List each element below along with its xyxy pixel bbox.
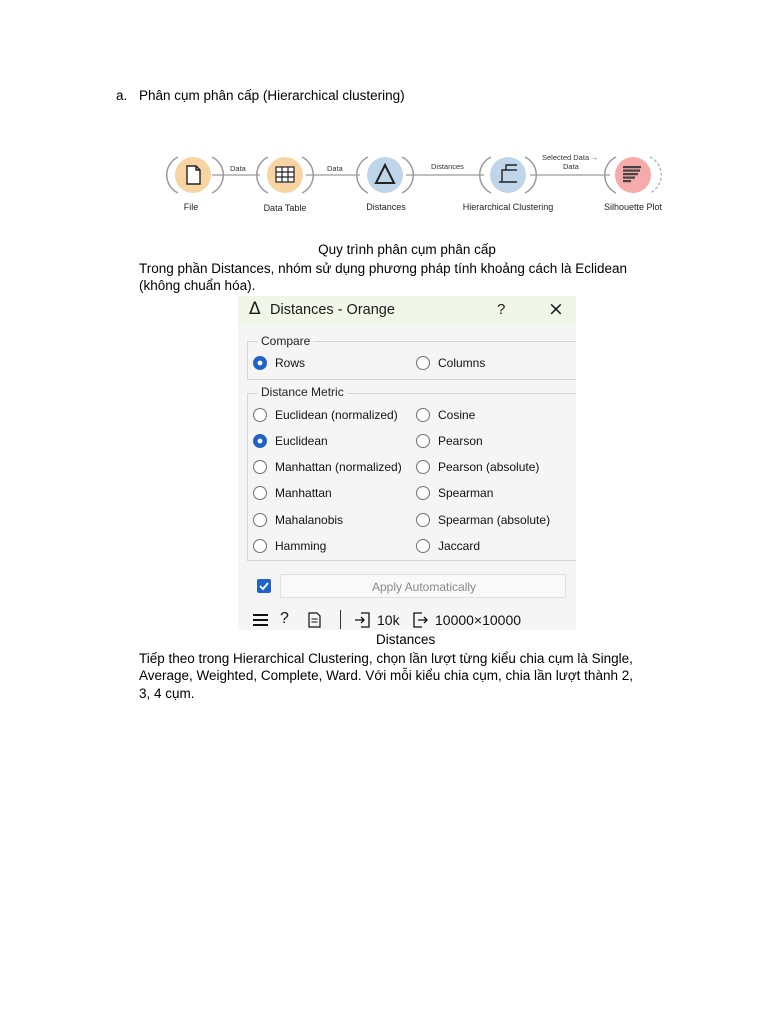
table-icon xyxy=(276,167,294,182)
node-silhouette-plot[interactable] xyxy=(605,157,662,193)
link-arrow-icon: → xyxy=(591,155,598,162)
metric-label: Spearman (absolute) xyxy=(438,513,551,527)
paragraph-2-line-1: Tiếp theo trong Hierarchical Clustering, chọn lần lượt từng kiểu chia cụm là Single, xyxy=(139,651,633,666)
apply-button[interactable] xyxy=(280,574,566,598)
output-size: 10000×10000 xyxy=(435,612,522,628)
report-icon[interactable] xyxy=(308,612,321,630)
radio-euclidean[interactable] xyxy=(253,434,267,448)
radio-pearson-absolute[interactable] xyxy=(416,460,430,474)
metric-label: Manhattan (normalized) xyxy=(275,460,402,474)
radio-hamming[interactable] xyxy=(253,539,267,553)
link-label-3: Distances xyxy=(431,162,464,171)
list-marker: a. xyxy=(116,88,128,103)
paragraph-2-line-2: Average, Weighted, Complete, Ward. Với mỗi kiểu chia cụm, chia lần lượt thành 2, xyxy=(139,668,633,683)
link-label-5: Data xyxy=(563,162,579,171)
file-icon xyxy=(187,166,200,184)
output-icon xyxy=(413,612,429,630)
node-data-table[interactable] xyxy=(257,157,314,193)
workflow-diagram xyxy=(160,148,670,228)
node-label-file: File xyxy=(183,202,199,212)
radio-rows-label: Rows xyxy=(275,356,306,370)
node-label-data-table: Data Table xyxy=(263,203,307,213)
metric-label: Euclidean (normalized) xyxy=(275,408,398,422)
link-label-2: Data xyxy=(327,164,343,173)
paragraph-1-line-2: (không chuẩn hóa). xyxy=(139,278,256,293)
status-divider xyxy=(340,610,341,629)
radio-mahalanobis[interactable] xyxy=(253,513,267,527)
close-icon[interactable]: × xyxy=(548,298,564,320)
metric-label: Pearson (absolute) xyxy=(438,460,540,474)
figure-caption-workflow: Quy trình phân cụm phân cấp xyxy=(318,242,496,257)
radio-euclidean-normalized[interactable] xyxy=(253,408,267,422)
node-label-silhouette: Silhouette Plot xyxy=(603,202,663,212)
help-icon[interactable]: ? xyxy=(280,610,289,627)
metric-label: Pearson xyxy=(438,434,483,448)
paragraph-1-line-1: Trong phần Distances, nhóm sử dụng phương pháp tính khoảng cách là Eclidean xyxy=(139,261,627,276)
metric-label: Hamming xyxy=(275,539,327,553)
help-button[interactable]: ? xyxy=(497,301,506,318)
metric-label: Spearman xyxy=(438,486,494,500)
compare-group-label: Compare xyxy=(258,334,313,348)
radio-spearman[interactable] xyxy=(416,486,430,500)
radio-rows[interactable] xyxy=(253,356,267,370)
node-label-distances: Distances xyxy=(366,202,406,212)
distances-dialog xyxy=(238,296,576,630)
apply-button-label: Apply Automatically xyxy=(371,580,477,594)
link-label-4: Selected Data xyxy=(542,153,590,162)
node-hierarchical-clustering[interactable] xyxy=(480,157,537,193)
apply-automatically-checkbox[interactable] xyxy=(257,579,271,593)
input-icon xyxy=(354,612,370,630)
dialog-title: Distances - Orange xyxy=(270,302,395,318)
node-label-hclust: Hierarchical Clustering xyxy=(462,202,554,212)
checkmark-icon xyxy=(257,579,271,593)
radio-columns[interactable] xyxy=(416,356,430,370)
delta-icon: Δ xyxy=(249,299,261,319)
metric-label: Euclidean xyxy=(275,434,328,448)
metric-label: Manhattan xyxy=(275,486,332,500)
metric-label: Jaccard xyxy=(438,539,481,553)
radio-jaccard[interactable] xyxy=(416,539,430,553)
radio-cosine[interactable] xyxy=(416,408,430,422)
paragraph-2-line-3: 3, 4 cụm. xyxy=(139,686,195,701)
metric-label: Mahalanobis xyxy=(275,513,344,527)
radio-columns-label: Columns xyxy=(438,356,486,370)
radio-pearson[interactable] xyxy=(416,434,430,448)
node-distances[interactable] xyxy=(357,157,414,193)
input-count: 10k xyxy=(377,612,400,628)
section-heading: Phân cụm phân cấp (Hierarchical clustering) xyxy=(139,88,405,103)
metric-label: Cosine xyxy=(438,408,476,422)
figure-caption-distances: Distances xyxy=(376,632,436,647)
distance-metric-label: Distance Metric xyxy=(258,385,347,399)
radio-manhattan[interactable] xyxy=(253,486,267,500)
radio-spearman-absolute[interactable] xyxy=(416,513,430,527)
link-label-1: Data xyxy=(230,164,246,173)
menu-icon[interactable] xyxy=(253,613,269,630)
radio-manhattan-normalized[interactable] xyxy=(253,460,267,474)
